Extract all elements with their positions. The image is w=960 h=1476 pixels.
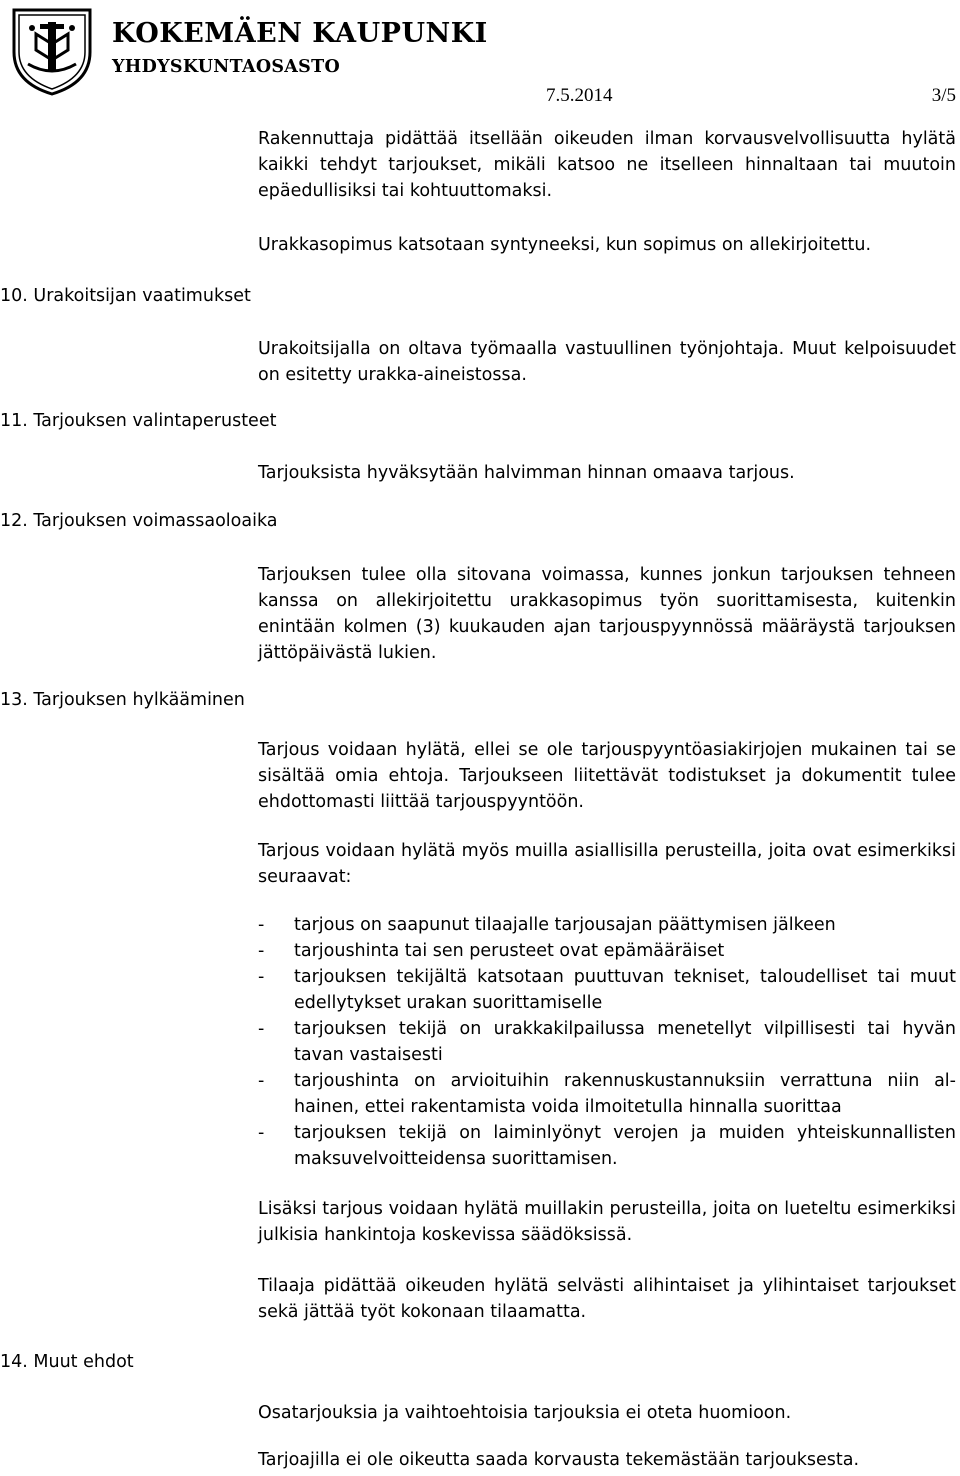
organization-name: KOKEMÄEN KAUPUNKI (112, 18, 488, 49)
department-name: YHDYSKUNTAOSASTO (112, 57, 340, 77)
page-number: 3/5 (931, 85, 956, 106)
list-item-text: tarjous on saapunut tilaajalle tarjousajan päättymisen jälkeen (294, 915, 836, 935)
section-heading-14: 14. Muut ehdot (0, 1352, 134, 1372)
list-bullet: - (258, 915, 265, 935)
paragraph-no-compensation: Tarjoajilla ei ole oikeutta saada korvausta tekemästään tarjouksesta. (258, 1450, 860, 1470)
paragraph-partial-offers: Osatarjouksia ja vaihtoehtoisia tarjouksia ei oteta huomioon. (258, 1403, 792, 1423)
document-date: 7.5.2014 (546, 85, 613, 106)
section-heading-13: 13. Tarjouksen hylkääminen (0, 690, 245, 710)
list-item-text: tarjouksen tekijä on urakkakilpailussa menetellyt vilpillisesti tai hyvän tavan vastaisesti (294, 1019, 956, 1065)
list-item (258, 912, 956, 938)
list-item-text: tarjouksen tekijä on laiminlyönyt verojen ja muiden yhteiskunnallisten maksuvelvoitteidensa suorittamisen. (294, 1123, 956, 1169)
section-heading-11: 11. Tarjouksen valintaperusteet (0, 411, 277, 431)
paragraph-rejection-conditions: Tarjous voidaan hylätä, ellei se ole tarjouspyyntöasiakirjojen mukainen tai se sisältää omia ehtoja. Tarjoukseen liitettävät todistukset ja dokumentit tulee ehdottomasti liittää tarjouspyyntöön. (258, 740, 956, 812)
paragraph-contractor-requirements: Urakoitsijalla on oltava työmaalla vastuullinen työnjohtaja. Muut kelpoisuudet on esitetty urakka-aineistossa. (258, 339, 956, 385)
list-item (258, 964, 956, 1016)
list-bullet: - (258, 1123, 265, 1143)
paragraph-additional-grounds: Lisäksi tarjous voidaan hylätä muillakin perusteilla, joita on lueteltu esimerkiksi julkisia hankintoja koskevissa säädöksissä. (258, 1199, 956, 1245)
section-heading-12: 12. Tarjouksen voimassaoloaika (0, 511, 278, 531)
coat-of-arms-logo (6, 4, 98, 96)
paragraph-rejection-rights: Rakennuttaja pidättää itsellään oikeuden ilman korvausvelvollisuutta hylätä kaikki tehdyt tarjoukset, mikäli katsoo ne itselleen hinnaltaan tai muutoin epäedullisiksi tai kohtuuttomaksi. (258, 129, 956, 201)
list-item (258, 1016, 956, 1068)
list-item-text: tarjouksen tekijältä katsotaan puuttuvan tekniset, taloudelliset tai muut edellytykset urakan suorittamiselle (294, 967, 956, 1013)
paragraph-price-rejection: Tilaaja pidättää oikeuden hylätä selvästi alihintaiset ja ylihintaiset tarjoukset sekä jättää työt kokonaan tilaamatta. (258, 1276, 956, 1322)
paragraph-validity-period: Tarjouksen tulee olla sitovana voimassa, kunnes jonkun tarjouksen tehneen kanssa on allekirjoitettu urakkasopimus työn suorittamisesta, kuitenkin enintään kolmen (3) kuukauden ajan tarjouspyynnössä määräystä tarjouksen jättöpäivästä lukien. (258, 565, 956, 663)
list-item (258, 1068, 956, 1120)
paragraph-selection-criteria: Tarjouksista hyväksytään halvimman hinnan omaava tarjous. (258, 463, 795, 483)
list-bullet: - (258, 1071, 265, 1091)
list-bullet: - (258, 967, 265, 987)
paragraph-contract-formation: Urakkasopimus katsotaan syntyneeksi, kun sopimus on allekirjoitettu. (258, 235, 872, 255)
list-bullet: - (258, 941, 265, 961)
list-item-text: tarjoushinta tai sen perusteet ovat epämääräiset (294, 941, 725, 961)
paragraph-rejection-other-grounds: Tarjous voidaan hylätä myös muilla asiallisilla perusteilla, joita ovat esimerkiksi seuraavat: (258, 841, 956, 887)
list-item (258, 938, 956, 964)
list-bullet: - (258, 1019, 265, 1039)
rejection-grounds-list (258, 912, 956, 1172)
list-item-text: tarjoushinta on arvioituihin rakennuskustannuksiin verrattuna niin alhainen, ettei rakentamista voida ilmoitetulla hinnalla suorittaa (294, 1071, 956, 1117)
list-item (258, 1120, 956, 1172)
section-heading-10: 10. Urakoitsijan vaatimukset (0, 286, 251, 306)
